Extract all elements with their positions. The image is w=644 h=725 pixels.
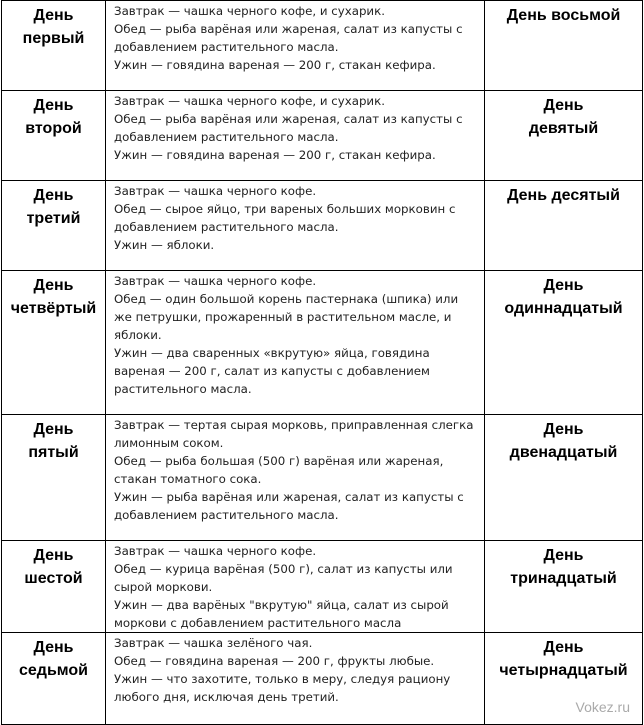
day-label-line: День [33,547,74,564]
watermark: Vokez.ru [575,699,630,715]
day-label-line: четвёртый [10,300,97,317]
day-label-line: День [543,639,584,656]
day-label-left [2,1,106,91]
dinner-text: Ужин — два варёных "вкрутую" яйца, салат из сырой моркови с добавлением растительного масла [114,598,449,630]
day-label-line: День [33,639,74,656]
dinner-text: Ужин — яблоки. [114,238,215,252]
breakfast-text: Завтрак — чашка черного кофе, и сухарик. [114,4,385,18]
lunch-text: Обед — рыба варёная или жареная, салат из капусты с добавлением растительного масла. [114,22,463,54]
day-label-line: тринадцатый [510,570,617,587]
dinner-text: Ужин — рыба варёная или жареная, салат из капусты с добавлением растительного масла. [114,490,464,522]
table-row [2,91,643,181]
breakfast-text: Завтрак — чашка черного кофе, и сухарик. [114,94,385,108]
table-row [2,1,643,91]
dinner-text: Ужин — что захотите, только в меру, следуя рациону любого дня, исключая день третий. [114,672,451,704]
day-label-right [485,271,643,415]
day-label-line: второй [25,120,82,137]
lunch-text: Обед — говядина вареная — 200 г, фрукты любые. [114,654,435,668]
day-label-left [2,541,106,633]
menu-cell [106,415,485,541]
diet-table [1,0,643,725]
table-row [2,541,643,633]
menu-cell [106,181,485,271]
menu-cell [106,91,485,181]
day-label-line: девятый [528,120,599,137]
day-label-line: День [543,421,584,438]
day-label-line: четырнадцатый [499,662,628,679]
menu-cell [106,271,485,415]
breakfast-text: Завтрак — чашка черного кофе. [114,184,317,198]
day-label-left [2,415,106,541]
diet-table-body [2,1,643,725]
menu-cell [106,1,485,91]
breakfast-text: Завтрак — чашка черного кофе. [114,544,317,558]
table-row [2,271,643,415]
breakfast-text: Завтрак — чашка черного кофе. [114,274,317,288]
breakfast-text: Завтрак — чашка зелёного чая. [114,636,313,650]
lunch-text: Обед — рыба большая (500 г) варёная или жареная, стакан томатного сока. [114,454,444,486]
day-label-right [485,1,643,91]
day-label-line: День [33,187,74,204]
day-label-line: День [543,547,584,564]
day-label-line: шестой [24,570,83,587]
dinner-text: Ужин — говядина вареная — 200 г, стакан кефира. [114,148,436,162]
breakfast-text: Завтрак — тертая сырая морковь, приправленная слегка лимонным соком. [114,418,474,450]
menu-cell [106,633,485,725]
day-label-line: День [33,277,74,294]
day-label-line: третий [26,210,81,227]
day-label-right [485,541,643,633]
table-row [2,415,643,541]
day-label-line: двенадцатый [509,444,618,461]
day-label-line: День десятый [507,187,620,204]
lunch-text: Обед — курица варёная (500 г), салат из капусты или сырой моркови. [114,562,453,594]
day-label-line: День восьмой [506,7,621,24]
menu-cell [106,541,485,633]
day-label-right [485,415,643,541]
day-label-line: первый [22,30,85,47]
day-label-line: пятый [28,444,79,461]
table-row [2,633,643,725]
day-label-left [2,181,106,271]
day-label-line: одиннадцатый [504,300,623,317]
day-label-left [2,271,106,415]
dinner-text: Ужин — два сваренных «вкрутую» яйца, говядина вареная — 200 г, салат из капусты с добавлением растительного масла. [114,346,430,396]
day-label-right [485,181,643,271]
dinner-text: Ужин — говядина вареная — 200 г, стакан кефира. [114,58,436,72]
lunch-text: Обед — один большой корень пастернака (шпика) или же петрушки, прожаренный в растительном масле, и яблоки. [114,292,459,342]
lunch-text: Обед — рыба варёная или жареная, салат из капусты с добавлением растительного масла. [114,112,463,144]
day-label-line: седьмой [18,662,89,679]
day-label-line: День [543,97,584,114]
day-label-right [485,91,643,181]
day-label-left [2,91,106,181]
day-label-line: День [543,277,584,294]
day-label-line: День [33,421,74,438]
lunch-text: Обед — сырое яйцо, три вареных больших морковин с добавлением растительного масла. [114,202,456,234]
day-label-left [2,633,106,725]
day-label-line: День [33,97,74,114]
table-row [2,181,643,271]
day-label-line: День [33,7,74,24]
